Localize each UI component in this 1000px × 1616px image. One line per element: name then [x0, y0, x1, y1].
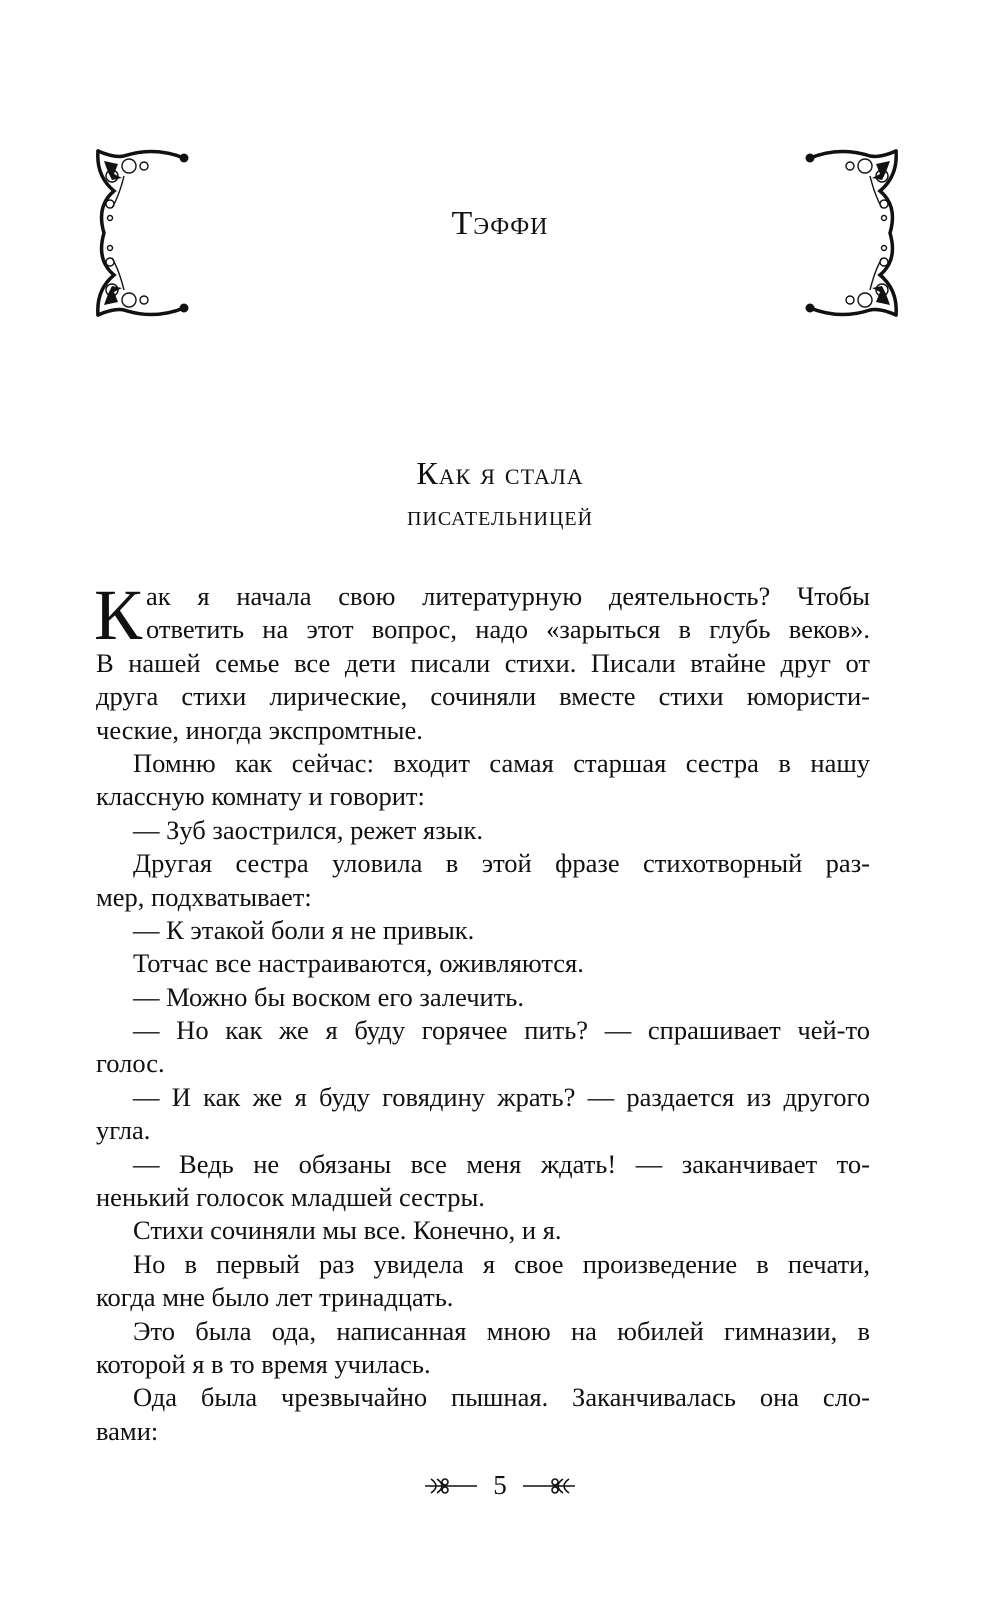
- text-line-content: В нашей семье все дети писали стихи. Писали втайне друг от: [96, 647, 870, 678]
- swash-ornament-left-icon: [423, 1476, 479, 1496]
- text-line-content: Стихи сочиняли мы все. Конечно, и я.: [133, 1215, 562, 1246]
- text-line: [146, 613, 870, 646]
- text-line: [96, 647, 870, 680]
- text-line-content: — Зуб заострился, режет язык.: [133, 814, 483, 845]
- text-line-content: ак я начала свою литературную деятельность? Чтобы: [146, 581, 870, 611]
- text-line: [96, 1315, 870, 1348]
- text-line: [96, 881, 870, 914]
- text-line-content: Тотчас все настраиваются, оживляются.: [133, 948, 584, 979]
- drop-cap: К: [94, 575, 143, 655]
- text-line-content: ческие, иногда экспромтные.: [96, 714, 423, 745]
- text-line-content: вами:: [96, 1415, 159, 1446]
- text-line-content: Помню как сейчас: входит самая старшая сестра в нашу: [133, 747, 870, 778]
- text-line: [96, 981, 870, 1014]
- text-line-content: Ода была чрезвычайно пышная. Заканчивалась она сло-: [133, 1382, 870, 1413]
- text-line-content: — К этакой боли я не привык.: [133, 914, 475, 945]
- text-line-content: ответить на этот вопрос, надо «зарыться в глубь веков».: [146, 614, 870, 645]
- page-number: 5: [493, 1470, 507, 1500]
- text-line: [96, 1081, 870, 1114]
- text-line-content: мер, подхватывает:: [96, 881, 312, 912]
- text-line: [96, 1348, 870, 1381]
- text-line-content: Другая сестра уловила в этой фразе стихотворный раз-: [133, 848, 870, 879]
- text-line-content: друга стихи лирические, сочиняли вместе стихи юмористи-: [96, 681, 870, 712]
- text-line-content: когда мне было лет тринадцать.: [96, 1282, 454, 1313]
- text-line: [96, 947, 870, 980]
- running-header-author: Тэффи: [451, 205, 549, 242]
- text-line: [96, 680, 870, 713]
- text-line-content: — Можно бы воском его залечить.: [133, 981, 525, 1012]
- text-line: [96, 1181, 870, 1214]
- text-line: [96, 714, 870, 747]
- text-line: [96, 814, 870, 847]
- text-line: [96, 1114, 870, 1147]
- text-line-content: ненький голосок младшей сестры.: [96, 1182, 485, 1213]
- text-line: [96, 1381, 870, 1414]
- text-line: [96, 747, 870, 780]
- text-line-content: голос.: [96, 1048, 165, 1079]
- text-line-content: Это была ода, написанная мною на юбилей гимназии, в: [133, 1315, 870, 1346]
- text-line: [96, 780, 870, 813]
- text-line-content: — И как же я буду говядину жрать? — раздается из другого: [133, 1081, 870, 1112]
- text-line: [96, 847, 870, 880]
- text-line-content: — Ведь не обязаны все меня ждать! — заканчивает то-: [133, 1148, 870, 1179]
- text-line: [96, 914, 870, 947]
- text-line-content: Но в первый раз увидела я свое произведение в печати,: [133, 1248, 870, 1279]
- body-text: [94, 575, 870, 1448]
- text-line: [96, 1415, 870, 1448]
- text-line: [96, 1148, 870, 1181]
- text-line: [96, 1214, 870, 1247]
- text-line-content: классную комнату и говорит:: [96, 781, 425, 812]
- text-line: [96, 1248, 870, 1281]
- text-line: [96, 580, 870, 613]
- page-footer: [0, 1470, 1000, 1501]
- chapter-title-line-1: Как я стала: [416, 455, 584, 491]
- text-line: [96, 1047, 870, 1080]
- text-line: [96, 1281, 870, 1314]
- text-line: [96, 1014, 870, 1047]
- swash-ornament-right-icon: [521, 1476, 577, 1496]
- text-line-content: угла.: [96, 1115, 151, 1146]
- text-line-content: — Но как же я буду горячее пить? — спрашивает чей-то: [133, 1015, 870, 1046]
- text-line-content: которой я в то время училась.: [96, 1348, 431, 1379]
- chapter-title-line-2: писательницей: [406, 501, 594, 532]
